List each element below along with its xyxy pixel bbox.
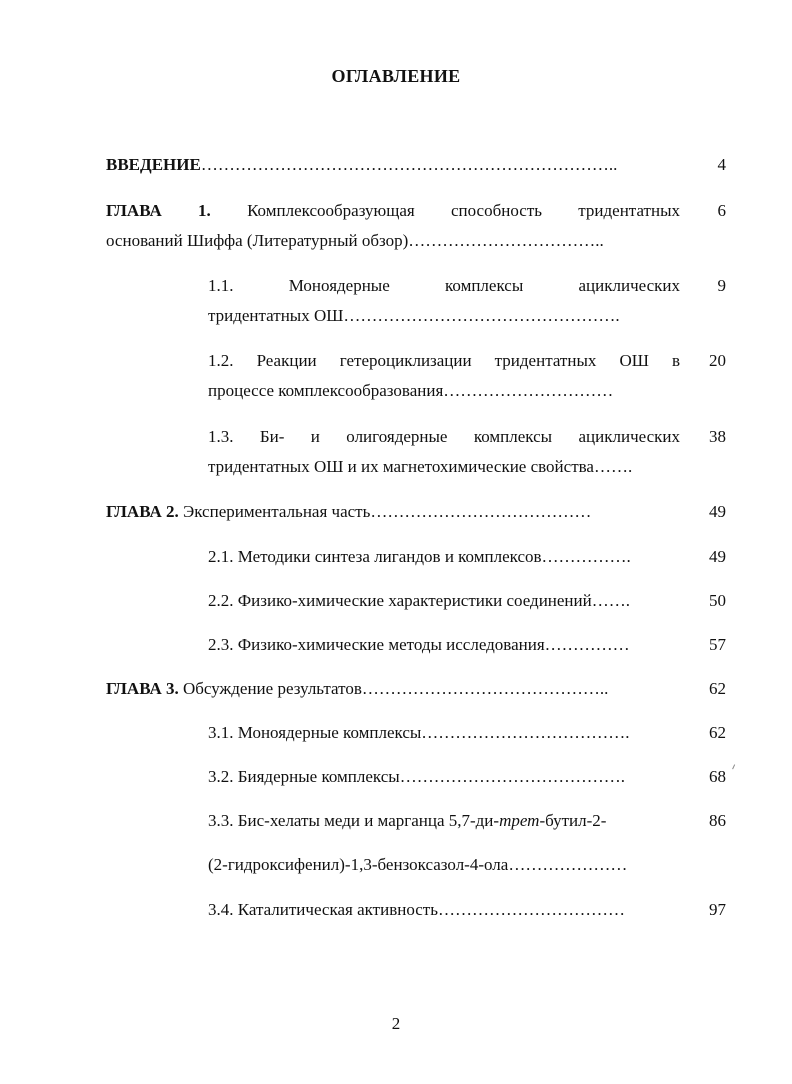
toc-entry-3-3-line1 — [208, 806, 680, 836]
toc-entry-2-3[interactable] — [208, 630, 680, 660]
toc-entry-ch2-text — [106, 497, 680, 527]
toc-entry-ch2-title: Экспериментальная часть………………………………… — [183, 502, 592, 521]
toc-entry-ch3-label: ГЛАВА 3. — [106, 679, 179, 698]
toc-page-ch3: 62 — [709, 679, 726, 698]
scan-speck — [732, 764, 738, 770]
toc-entry-ch3-title: Обсуждение результатов…………………………………….. — [183, 679, 609, 698]
toc-page-ch2: 49 — [709, 502, 726, 521]
toc-page-2-3: 57 — [709, 635, 726, 654]
toc-page-3-2: 68 — [709, 767, 726, 786]
toc-page-2-1: 49 — [709, 547, 726, 566]
toc-entry-3-2[interactable] — [208, 762, 680, 792]
toc-entry-3-3-italic: трет — [499, 811, 540, 830]
toc-entry-2-2[interactable] — [208, 586, 680, 616]
page-number: 2 — [391, 1014, 401, 1033]
toc-entry-3-3-line2: (2-гидроксифенил)-1,3-бензоксазол-4-ола………………… — [208, 855, 628, 874]
toc-entry-2-1-text: 2.1. Методики синтеза лигандов и комплексов……………. — [208, 547, 631, 566]
toc-entry-intro[interactable] — [106, 150, 680, 180]
toc-entry-3-1-text: 3.1. Моноядерные комплексы………………………………. — [208, 723, 630, 742]
toc-page-ch1: 6 — [717, 201, 726, 220]
toc-entry-2-1[interactable] — [208, 542, 680, 572]
toc-entry-2-2-text: 2.2. Физико-химические характеристики соединений……. — [208, 591, 630, 610]
toc-leader-dots: ……………………………………………………………….. — [200, 155, 618, 174]
toc-entry-1-2[interactable] — [208, 346, 680, 406]
toc-page-3-3: 86 — [709, 811, 726, 830]
toc-entry-3-3-part-b: -бутил-2- — [539, 811, 607, 830]
toc-page-3-1: 62 — [709, 723, 726, 742]
toc-page-intro: 4 — [717, 155, 726, 174]
toc-entry-intro-text — [106, 150, 680, 180]
toc-entry-3-1[interactable] — [208, 718, 680, 748]
toc-entry-ch3-text — [106, 674, 680, 704]
toc-page-1-1: 9 — [717, 276, 726, 295]
toc-page-1-3: 38 — [709, 427, 726, 446]
toc-entry-3-2-text: 3.2. Биядерные комплексы…………………………………. — [208, 767, 625, 786]
toc-entry-1-1[interactable] — [208, 271, 680, 331]
toc-entry-3-3-part-a: 3.3. Бис-хелаты меди и марганца 5,7-ди- — [208, 811, 500, 830]
toc-entry-1-3-line2: тридентатных ОШ и их магнетохимические свойства……. — [208, 457, 633, 476]
toc-page-1-2: 20 — [709, 351, 726, 370]
toc-entry-1-3[interactable] — [208, 422, 680, 482]
toc-entry-ch2[interactable] — [106, 497, 680, 527]
toc-entry-ch3[interactable] — [106, 674, 680, 704]
toc-entry-ch1-title: Комплексообразующая способность тридентатных — [247, 201, 680, 220]
toc-entry-1-3-line1: 1.3. Би- и олигоядерные комплексы ациклических — [208, 427, 680, 446]
toc-entry-1-1-line1: 1.1. Моноядерные комплексы ациклических — [208, 276, 680, 295]
toc-entry-ch1-line2: оснований Шиффа (Литературный обзор)…………………………….. — [106, 231, 604, 250]
page-title: ОГЛАВЛЕНИЕ — [331, 66, 461, 86]
toc-entry-2-3-text: 2.3. Физико-химические методы исследования…………… — [208, 635, 630, 654]
toc-entry-1-1-line2: тридентатных ОШ…………………………………………. — [208, 306, 620, 325]
toc-entry-3-4-text: 3.4. Каталитическая активность…………………………… — [208, 900, 625, 919]
toc-entry-intro-label: ВВЕДЕНИЕ — [106, 155, 201, 174]
toc-entry-ch1[interactable] — [106, 196, 680, 256]
toc-entry-ch1-line1 — [106, 196, 680, 226]
toc-entry-1-2-line2: процессе комплексообразования………………………… — [208, 381, 614, 400]
toc-entry-3-3[interactable] — [208, 806, 680, 836]
toc-entry-ch1-label: ГЛАВА 1. — [106, 201, 211, 220]
toc-entry-3-3-cont[interactable] — [208, 850, 680, 880]
toc-page-2-2: 50 — [709, 591, 726, 610]
toc-entry-3-4[interactable] — [208, 895, 680, 925]
toc-entry-ch2-label: ГЛАВА 2. — [106, 502, 179, 521]
toc-entry-1-2-line1: 1.2. Реакции гетероциклизации тридентатных ОШ в — [208, 351, 680, 370]
toc-page-3-4: 97 — [709, 900, 726, 919]
